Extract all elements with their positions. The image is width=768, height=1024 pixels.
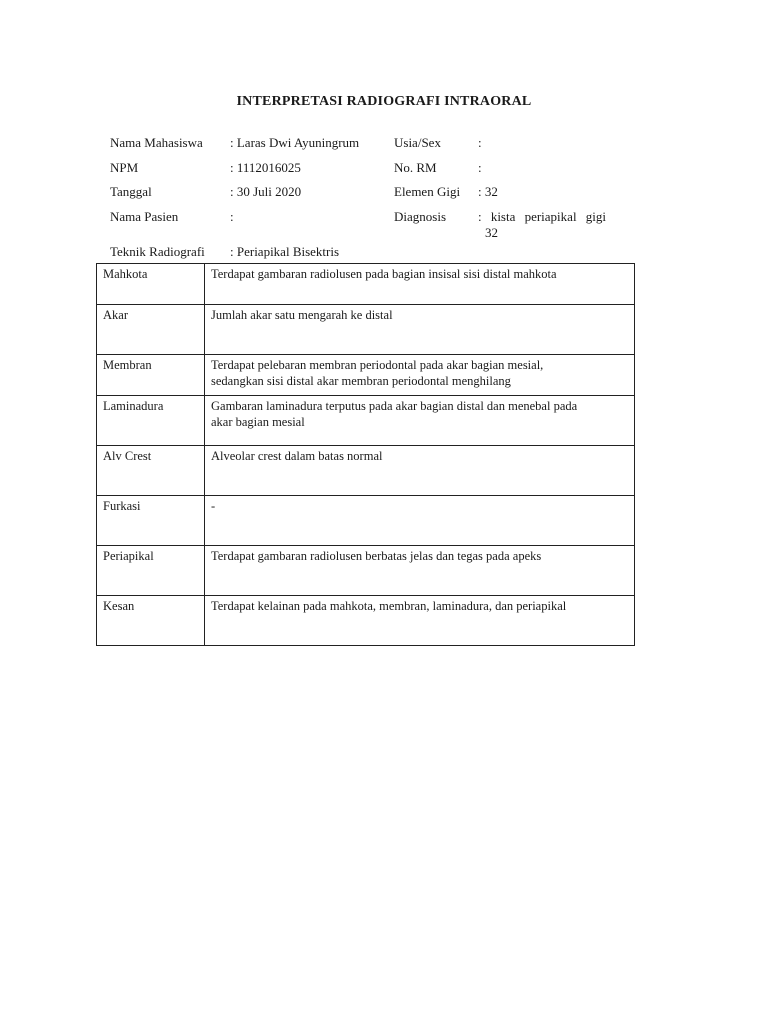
value-nama-pasien: : xyxy=(230,209,234,224)
value-elemen-gigi: : 32 xyxy=(478,184,498,199)
row-key-alv-crest: Alv Crest xyxy=(97,446,205,496)
label-no-rm: No. RM xyxy=(394,160,437,175)
table-row xyxy=(97,446,635,496)
label-tanggal: Tanggal xyxy=(110,184,152,199)
label-npm: NPM xyxy=(110,160,139,175)
table-row xyxy=(97,305,635,355)
row-value-membran xyxy=(205,355,635,396)
label-teknik-radiografi: Teknik Radiografi xyxy=(110,244,205,259)
interpretation-table xyxy=(96,263,635,646)
label-diagnosis: Diagnosis xyxy=(394,209,446,224)
row-value-laminadura xyxy=(205,396,635,446)
row-key-mahkota: Mahkota xyxy=(97,264,205,305)
value-usia-sex: : xyxy=(478,135,482,150)
row-value-mahkota: Terdapat gambaran radiolusen pada bagian insisal sisi distal mahkota xyxy=(205,264,635,305)
label-nama-pasien: Nama Pasien xyxy=(110,209,179,224)
table-row xyxy=(97,546,635,596)
label-elemen-gigi: Elemen Gigi xyxy=(394,184,461,199)
row-value-akar: Jumlah akar satu mengarah ke distal xyxy=(205,305,635,355)
row-value-membran-line2: sedangkan sisi distal akar membran periodontal menghilang xyxy=(211,374,511,388)
value-teknik-radiografi: : Periapikal Bisektris xyxy=(230,244,340,259)
value-npm: : 1112016025 xyxy=(230,160,301,175)
row-key-kesan: Kesan xyxy=(97,596,205,646)
value-diagnosis-line2: 32 xyxy=(485,225,498,240)
table-row xyxy=(97,355,635,396)
table-row xyxy=(97,596,635,646)
value-tanggal: : 30 Juli 2020 xyxy=(230,184,302,199)
label-nama-mahasiswa: Nama Mahasiswa xyxy=(110,135,203,150)
value-no-rm: : xyxy=(478,160,482,175)
row-value-furkasi: - xyxy=(205,496,635,546)
row-value-membran-line1: Terdapat pelebaran membran periodontal pada akar bagian mesial, xyxy=(211,358,544,372)
label-usia-sex: Usia/Sex xyxy=(394,135,441,150)
row-key-laminadura: Laminadura xyxy=(97,396,205,446)
row-key-periapikal: Periapikal xyxy=(97,546,205,596)
row-key-akar: Akar xyxy=(97,305,205,355)
value-nama-mahasiswa: : Laras Dwi Ayuningrum xyxy=(230,135,360,150)
table-row xyxy=(97,396,635,446)
row-value-kesan: Terdapat kelainan pada mahkota, membran, laminadura, dan periapikal xyxy=(205,596,635,646)
row-value-alv-crest: Alveolar crest dalam batas normal xyxy=(205,446,635,496)
row-value-laminadura-line2: akar bagian mesial xyxy=(211,415,305,429)
row-key-furkasi: Furkasi xyxy=(97,496,205,546)
value-diagnosis xyxy=(478,209,606,241)
value-diagnosis-line1: : kista periapikal gigi xyxy=(478,209,606,224)
row-key-membran: Membran xyxy=(97,355,205,396)
table-row xyxy=(97,264,635,305)
row-value-periapikal: Terdapat gambaran radiolusen berbatas jelas dan tegas pada apeks xyxy=(205,546,635,596)
document-title: INTERPRETASI RADIOGRAFI INTRAORAL xyxy=(236,94,532,109)
table-row xyxy=(97,496,635,546)
row-value-laminadura-line1: Gambaran laminadura terputus pada akar bagian distal dan menebal pada xyxy=(211,399,578,413)
